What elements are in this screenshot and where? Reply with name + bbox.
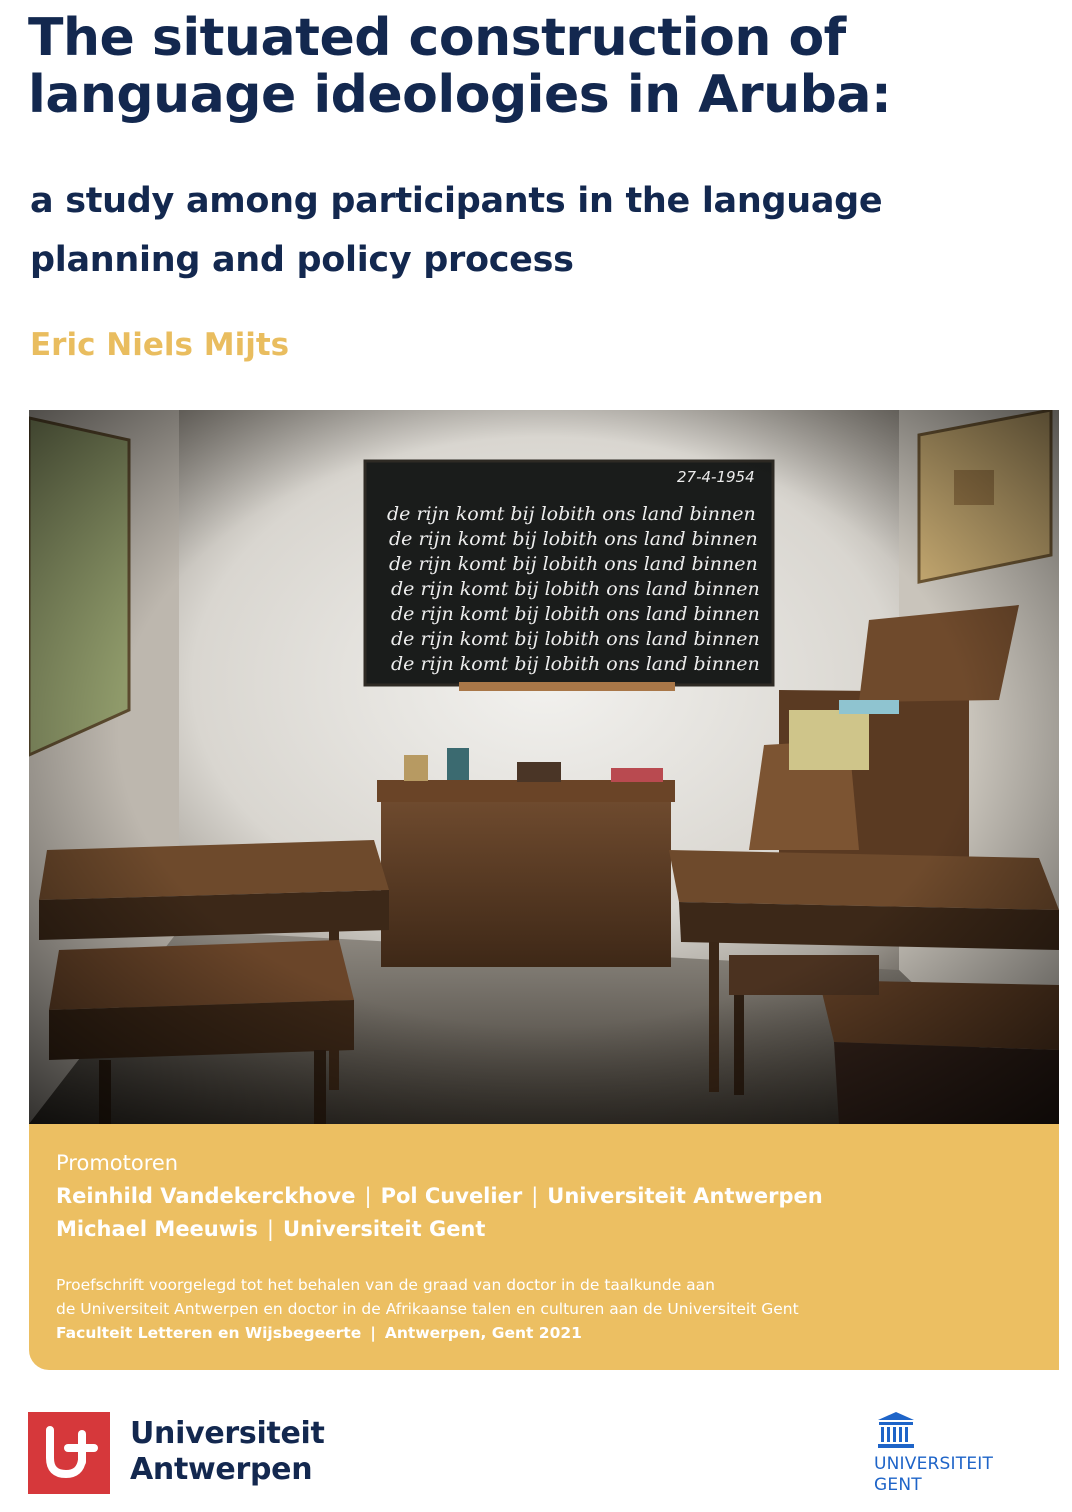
universiteit-antwerpen-logo — [28, 1412, 328, 1494]
promoters-panel — [29, 1124, 1059, 1370]
ugent-wordmark — [874, 1454, 993, 1496]
promotor-name: Reinhild Vandekerckhove — [56, 1184, 356, 1208]
promotor-name: Pol Cuvelier — [380, 1184, 523, 1208]
universiteit-gent-logo — [872, 1410, 992, 1500]
place-year: Antwerpen, Gent 2021 — [384, 1324, 582, 1342]
classroom-illustration — [29, 410, 1059, 1124]
author-name: Eric Niels Mijts — [30, 327, 290, 363]
title-line-2: language ideologies in Aruba: — [28, 65, 892, 125]
ua-line-1: Universiteit — [130, 1416, 325, 1451]
classroom-photo — [29, 410, 1059, 1124]
promoters-line-2 — [56, 1214, 485, 1244]
promoters-line-1 — [56, 1181, 823, 1211]
title-line-1: The situated construction of — [28, 8, 846, 68]
institution-name: Universiteit Antwerpen — [547, 1184, 823, 1208]
thesis-statement — [56, 1273, 799, 1345]
ua-line-2: Antwerpen — [130, 1452, 313, 1487]
separator: | — [364, 1184, 372, 1208]
cover-title — [28, 10, 1058, 124]
ugent-line-1: UNIVERSITEIT — [874, 1454, 994, 1474]
separator: | — [266, 1217, 274, 1241]
separator: | — [531, 1184, 539, 1208]
ugent-building-icon — [876, 1410, 916, 1450]
promotor-name: Michael Meeuwis — [56, 1217, 258, 1241]
ugent-line-2: GENT — [874, 1475, 922, 1495]
subtitle-line-1: a study among participants in the language — [30, 181, 883, 221]
cover-subtitle — [30, 172, 1030, 290]
thesis-line-2: de Universiteit Antwerpen en doctor in de Afrikaanse talen en culturen aan de Universiteit Gent — [56, 1300, 799, 1318]
ua-mark-icon — [28, 1412, 110, 1494]
separator: | — [370, 1324, 376, 1342]
subtitle-line-2: planning and policy process — [30, 240, 574, 280]
ua-wordmark — [130, 1416, 325, 1488]
thesis-line-1: Proefschrift voorgelegd tot het behalen van de graad van doctor in de taalkunde aan — [56, 1276, 715, 1294]
faculty-name: Faculteit Letteren en Wijsbegeerte — [56, 1324, 362, 1342]
promotoren-label: Promotoren — [56, 1151, 179, 1175]
institution-name: Universiteit Gent — [282, 1217, 486, 1241]
